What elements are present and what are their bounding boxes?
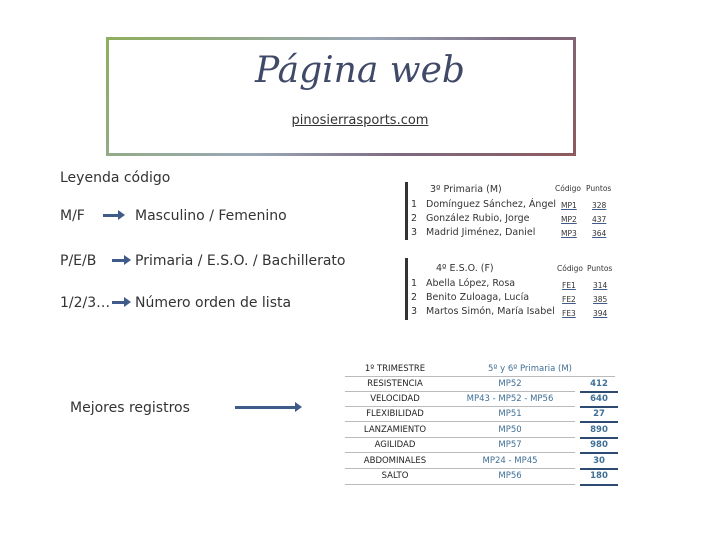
table-row-code: MP3	[561, 229, 577, 238]
table-accent-bar	[405, 258, 408, 320]
legend-title: Leyenda código	[60, 170, 171, 186]
table-row-points: 394	[593, 309, 608, 318]
divider	[580, 406, 618, 408]
table-row-code: FE3	[562, 309, 576, 318]
divider	[345, 484, 575, 485]
divider	[345, 468, 575, 469]
divider	[345, 391, 575, 392]
legend-meaning-1: Masculino / Femenino	[135, 208, 287, 224]
legend-code-1: M/F	[60, 208, 85, 224]
records-test: AGILIDAD	[374, 440, 416, 450]
table-eso-title: 4º E.S.O. (F)	[436, 263, 494, 274]
legend-meaning-2: Primaria / E.S.O. / Bachillerato	[135, 253, 346, 269]
records-value: 412	[590, 379, 608, 389]
records-who: MP57	[498, 440, 522, 450]
table-row-points: 364	[592, 229, 607, 238]
divider	[345, 421, 575, 422]
table-row-number: 2	[411, 213, 418, 224]
divider	[580, 452, 618, 454]
records-test: FLEXIBILIDAD	[366, 409, 424, 419]
table-row-number: 1	[411, 199, 418, 210]
records-test: ABDOMINALES	[363, 456, 427, 466]
arrow-right-icon	[235, 401, 303, 415]
records-value: 640	[590, 394, 608, 404]
divider	[580, 437, 618, 439]
page-title: Página web	[255, 50, 465, 91]
records-test: VELOCIDAD	[370, 394, 420, 404]
table-primaria-title: 3º Primaria (M)	[430, 184, 502, 195]
website-link[interactable]: pinosierrasports.com	[291, 113, 429, 128]
table-row-number: 1	[411, 278, 418, 289]
table-row-name: Madrid Jiménez, Daniel	[426, 227, 536, 238]
records-who: MP43 - MP52 - MP56	[466, 394, 554, 404]
legend-code-3: 1/2/3…	[60, 295, 111, 311]
table-row-code: MP1	[561, 201, 577, 210]
table-row-number: 3	[411, 306, 418, 317]
divider	[580, 391, 618, 393]
divider	[345, 406, 575, 407]
table-row-code: MP2	[561, 215, 577, 224]
records-header-right: 5º y 6º Primaria (M)	[487, 364, 573, 374]
table-row-points: 314	[593, 281, 608, 290]
records-value: 27	[593, 409, 605, 419]
records-who: MP51	[498, 409, 522, 419]
records-test: RESISTENCIA	[367, 379, 423, 389]
records-who: MP52	[498, 379, 522, 389]
records-value: 30	[593, 456, 605, 466]
table-row-name: Benito Zuloaga, Lucía	[426, 292, 530, 303]
divider	[580, 484, 618, 486]
records-who: MP24 - MP45	[482, 456, 538, 466]
records-test: LANZAMIENTO	[363, 425, 427, 435]
divider	[345, 437, 575, 438]
records-value: 180	[590, 471, 608, 481]
arrow-right-icon	[103, 209, 125, 223]
records-value: 890	[590, 425, 608, 435]
table-row-points: 385	[593, 295, 608, 304]
divider	[580, 468, 618, 470]
records-test: SALTO	[381, 471, 409, 481]
divider	[345, 452, 575, 453]
arrow-right-icon	[112, 296, 134, 310]
table-row-points: 437	[592, 215, 607, 224]
records-who: MP56	[498, 471, 522, 481]
divider	[580, 421, 618, 423]
table-row-code: FE1	[562, 281, 576, 290]
records-who: MP50	[498, 425, 522, 435]
table-eso-col-points: Puntos	[587, 264, 613, 273]
table-row-name: Domínguez Sánchez, Ángel	[426, 199, 556, 210]
table-row-name: González Rubio, Jorge	[426, 213, 530, 224]
legend-code-2: P/E/B	[60, 253, 97, 269]
arrow-right-icon	[112, 254, 134, 268]
records-value: 980	[590, 440, 608, 450]
table-row-code: FE2	[562, 295, 576, 304]
table-row-number: 2	[411, 292, 418, 303]
table-row-name: Abella López, Rosa	[426, 278, 516, 289]
records-header-left: 1º TRIMESTRE	[364, 364, 426, 374]
table-primaria-col-code: Código	[555, 184, 582, 193]
divider	[345, 376, 615, 377]
table-row-points: 328	[592, 201, 607, 210]
table-eso-col-code: Código	[557, 264, 584, 273]
table-primaria-col-points: Puntos	[586, 184, 612, 193]
table-accent-bar	[405, 182, 408, 240]
table-row-number: 3	[411, 227, 418, 238]
legend-meaning-3: Número orden de lista	[135, 295, 292, 311]
table-row-name: Martos Simón, María Isabel	[426, 306, 555, 317]
best-records-label: Mejores registros	[70, 400, 190, 416]
